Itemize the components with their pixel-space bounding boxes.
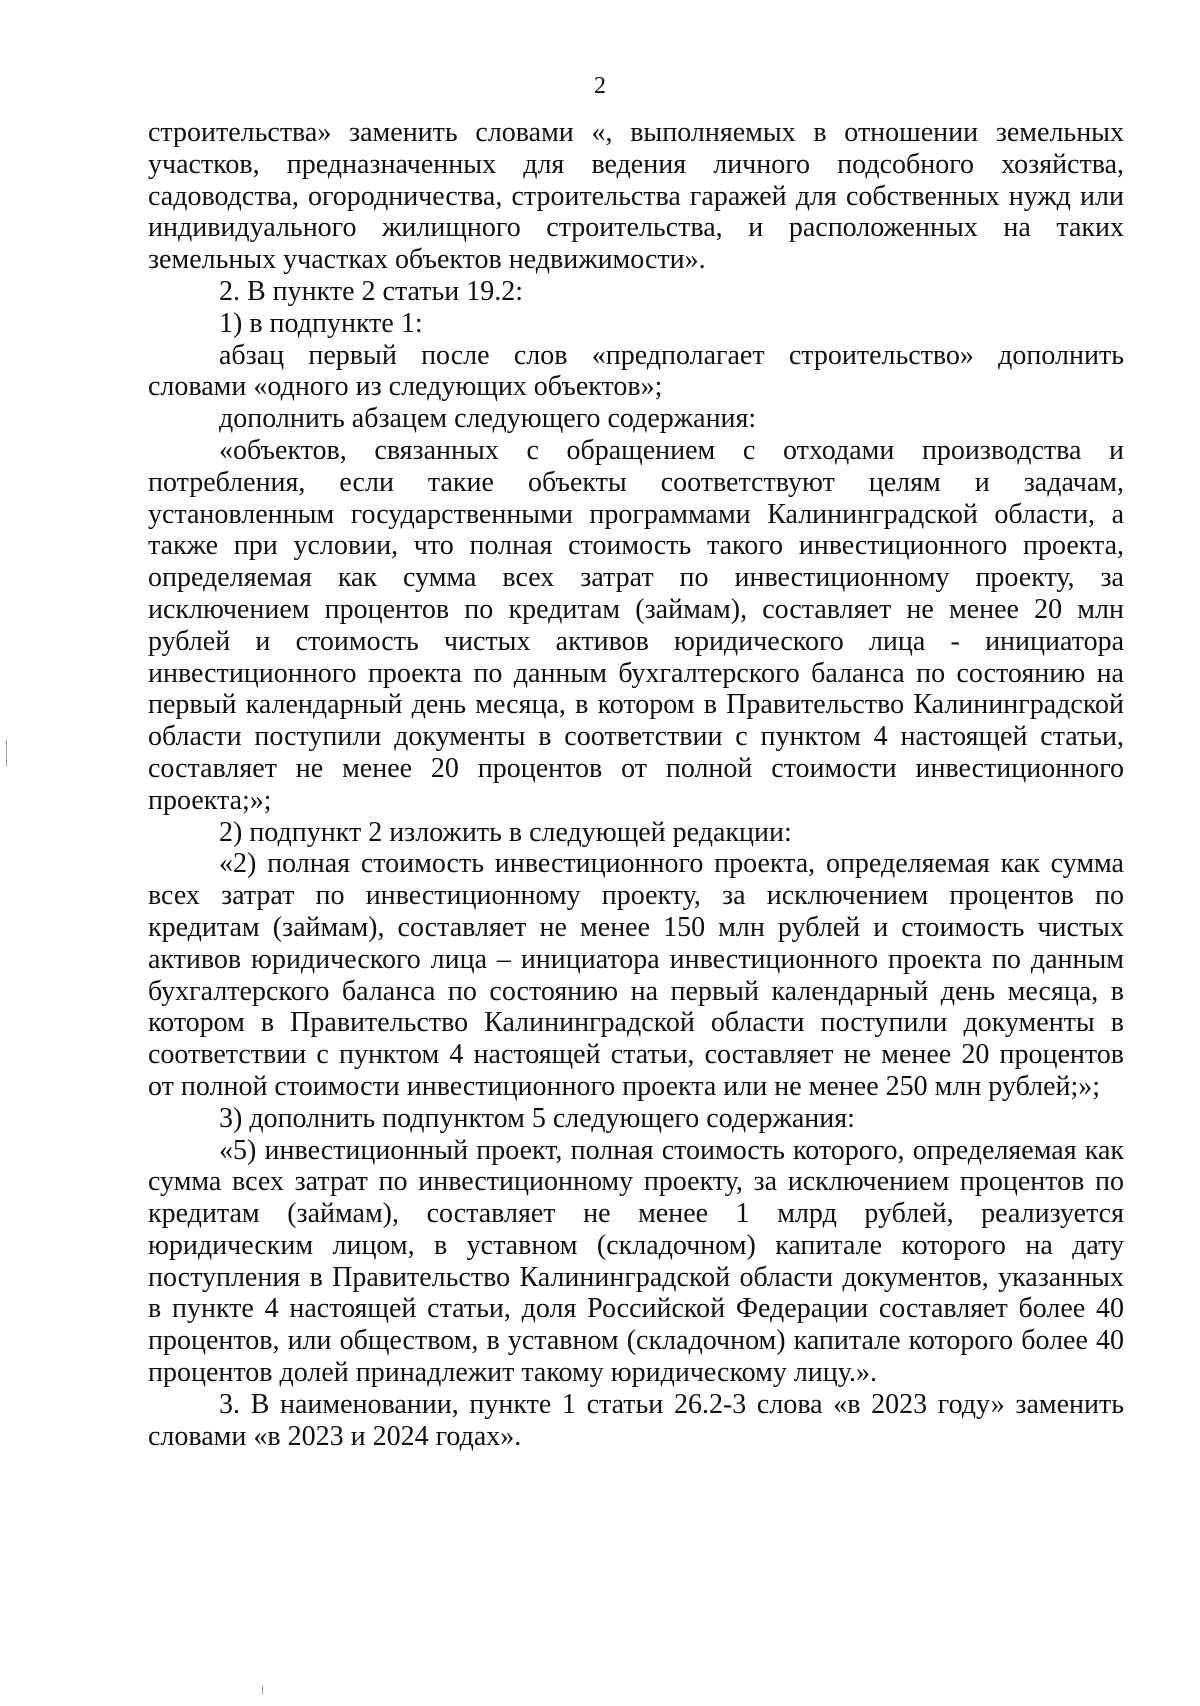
paragraph-first-abzac: абзац первый после слов «предполагает строительство» дополнить словами «одного из следующих объектов»; [148,339,1124,403]
paragraph-subitem-1: 1) в подпункте 1: [219,307,423,339]
scan-margin-mark-left [6,740,7,766]
scan-margin-mark-bottom [262,1686,263,1694]
paragraph-item-2: 2. В пункте 2 статьи 19.2: [219,275,524,307]
page-number: 2 [594,73,606,99]
paragraph-subitem-3: 3) дополнить подпунктом 5 следующего содержания: [219,1102,855,1134]
paragraph-item-3: 3. В наименовании, пункте 1 статьи 26.2-3 слова «в 2023 году» заменить словами «в 2023 и 2024 годах». [148,1388,1124,1452]
paragraph-subitem-2: 2) подпункт 2 изложить в следующей редакции: [219,816,792,848]
paragraph-continuation: строительства» заменить словами «, выполняемых в отношении земельных участков, предназначенных для ведения личного подсобного хозяйства, садоводства, огородничества, строительства гаражей для собственных нужд или индивидуального жилищного строительства, и расположенных на таких земельных участках объектов недвижимости». [148,117,1124,276]
paragraph-quoted-item-5: «5) инвестиционный проект, полная стоимость которого, определяемая как сумма всех затрат по инвестиционному проекту, за исключением процентов по кредитам (займам), составляет не менее 1 млрд рублей, реализуется юридическим лицом, в уставном (складочном) капитале которого на дату поступления в Правительство Калининградской области документов, указанных в пункте 4 настоящей статьи, доля Российской Федерации составляет более 40 процентов, или обществом, в уставном (складочном) капитале которого более 40 процентов долей принадлежит такому юридическому лицу.». [148,1134,1124,1389]
paragraph-quoted-objects: «объектов, связанных с обращением с отходами производства и потребления, если такие объекты соответствуют целям и задачам, установленным государственными программами Калининградской области, а также при условии, что полная стоимость такого инвестиционного проекта, определяемая как сумма всех затрат по инвестиционному проекту, за исключением процентов по кредитам (займам), составляет не менее 20 млн рублей и стоимость чистых активов юридического лица - инициатора инвестиционного проекта по данным бухгалтерского баланса по состоянию на первый календарный день месяца, в котором в Правительство Калининградской области поступили документы в соответствии с пунктом 4 настоящей статьи, составляет не менее 20 процентов от полной стоимости инвестиционного проекта;»; [148,434,1124,816]
paragraph-quoted-item-2: «2) полная стоимость инвестиционного проекта, определяемая как сумма всех затрат по инвестиционному проекту, за исключением процентов по кредитам (займам), составляет не менее 150 млн рублей и стоимость чистых активов юридического лица – инициатора инвестиционного проекта по данным бухгалтерского баланса по состоянию на первый календарный день месяца, в котором в Правительство Калининградской области поступили документы в соответствии с пунктом 4 настоящей статьи, составляет не менее 20 процентов от полной стоимости инвестиционного проекта или не менее 250 млн рублей;»; [148,848,1124,1102]
paragraph-add-abzac: дополнить абзацем следующего содержания: [219,403,757,435]
document-body [148,117,1124,1452]
